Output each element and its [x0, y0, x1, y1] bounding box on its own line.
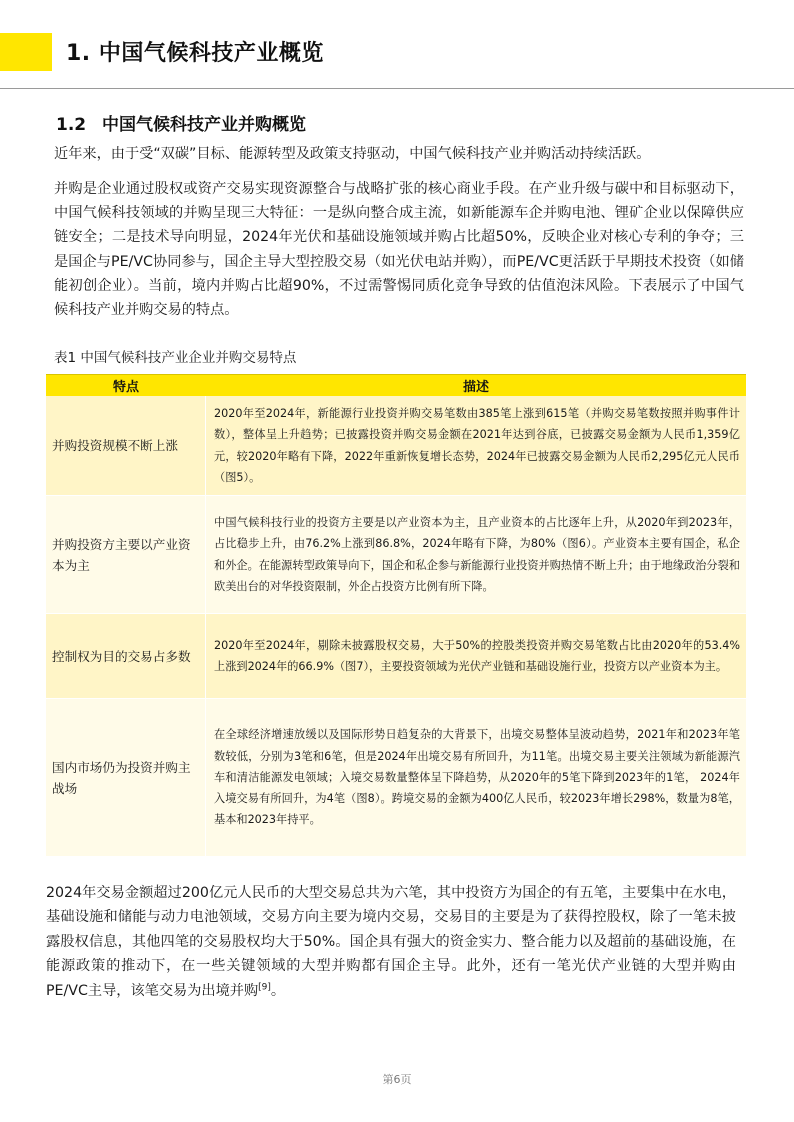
table-cell-feature: 国内市场仍为投资并购主战场: [46, 699, 206, 856]
header-divider: [0, 88, 794, 89]
table-cell-feature: 并购投资规模不断上涨: [46, 396, 206, 495]
intro-paragraph: 近年来，由于受“双碳”目标、能源转型及政策支持驱动，中国气候科技产业并购活动持续活跃。: [54, 146, 651, 162]
table-cell-description: 中国气候科技行业的投资方主要是以产业资本为主，且产业资本的占比逐年上升，从2020年到2023年，占比稳步上升，由76.2%上涨到86.8%，2024年略有下降，为80%（图6）。产业资本主要有国企，私企和外企。在能源转型政策导向下，国企和私企参与新能源行业投资并购热情不断上升；由于地缘政治分裂和欧美出台的对华投资限制，外企占投资方比例有所下降。: [206, 496, 746, 613]
table-cell-description: 2020年至2024年，剔除未披露股权交易，大于50%的控股类投资并购交易笔数占比由2020年的53.4%上涨到2024年的66.9%（图7），主要投资领域为光伏产业链和基础设施行业，投资方以产业资本为主。: [206, 614, 746, 698]
closing-paragraph-end: 。: [270, 982, 286, 999]
table-row: [46, 614, 746, 699]
citation-reference[interactable]: [9]: [258, 981, 271, 992]
table-caption: 表1 中国气候科技产业企业并购交易特点: [54, 350, 297, 366]
table-header-feature: 特点: [112, 380, 139, 395]
section-title: [56, 110, 306, 135]
ma-characteristics-table: [46, 374, 746, 857]
section-title-text: 中国气候科技产业并购概览: [102, 115, 306, 135]
closing-paragraph: [46, 881, 736, 1003]
page-number: 第6页: [382, 1073, 412, 1086]
table-cell-description: 2020年至2024年，新能源行业投资并购交易笔数由385笔上涨到615笔（并购交易笔数按照并购事件计数），整体呈上升趋势；已披露投资并购交易金额在2021年达到谷底，已披露交易金额为人民币1,359亿元，较2020年略有下降，2022年重新恢复增长态势，2024年已披露交易金额为人民币2,295亿元人民币（图5）。: [206, 396, 746, 495]
main-paragraph: 并购是企业通过股权或资产交易实现资源整合与战略扩张的核心商业手段。在产业升级与碳中和目标驱动下，中国气候科技领域的并购呈现三大特征：一是纵向整合成主流，如新能源车企并购电池、锂矿企业以保障供应链安全；二是技术导向明显，2024年光伏和基础设施领域并购占比超50%，反映企业对核心专利的争夺；三是国企与PE/VC协同参与，国企主导大型控股交易（如光伏电站并购），而PE/VC更活跃于早期技术投资（如储能初创企业）。当前，境内并购占比超90%，不过需警惕同质化竞争导致的估值泡沫风险。下表展示了中国气候科技产业并购交易的特点。: [54, 181, 744, 319]
chapter-accent-bar: [0, 33, 52, 71]
table-cell-feature: 控制权为目的交易占多数: [46, 614, 206, 698]
closing-paragraph-text: 2024年交易金额超过200亿元人民币的大型交易总共为六笔，其中投资方为国企的有五笔，主要集中在水电，基础设施和储能与动力电池领域，交易方向主要为境内交易，交易目的主要是为了获得控股权，除了一笔未披露股权信息，其他四笔的交易股权均大于50%。国企具有强大的资金实力、整合能力以及超前的基础设施，在能源政策的推动下，在一些关键领域的大型并购都有国企主导。此外，还有一笔光伏产业链的大型并购由PE/VC主导，该笔交易为出境并购: [46, 885, 736, 999]
table-cell-description: 在全球经济增速放缓以及国际形势日趋复杂的大背景下，出境交易整体呈波动趋势，2021年和2023年笔数较低，分别为3笔和6笔，但是2024年出境交易有所回升，为11笔。出境交易主要关注领域为新能源汽车和清洁能源发电领域；入境交易数量整体呈下降趋势，从2020年的5笔下降到2023年的1笔， 2024年入境交易有所回升，为4笔（图8）。跨境交易的金额为400亿人民币，较2023年增长298%，数量为8笔，基本和2023年持平。: [206, 699, 746, 856]
chapter-title: 1. 中国气候科技产业概览: [66, 41, 324, 66]
table-row: [46, 699, 746, 857]
table-cell-feature: 并购投资方主要以产业资本为主: [46, 496, 206, 613]
section-number: 1.2: [56, 115, 87, 135]
table-row: [46, 396, 746, 496]
table-header-row: [46, 374, 746, 396]
table-row: [46, 496, 746, 614]
table-header-description: 描述: [462, 380, 489, 395]
